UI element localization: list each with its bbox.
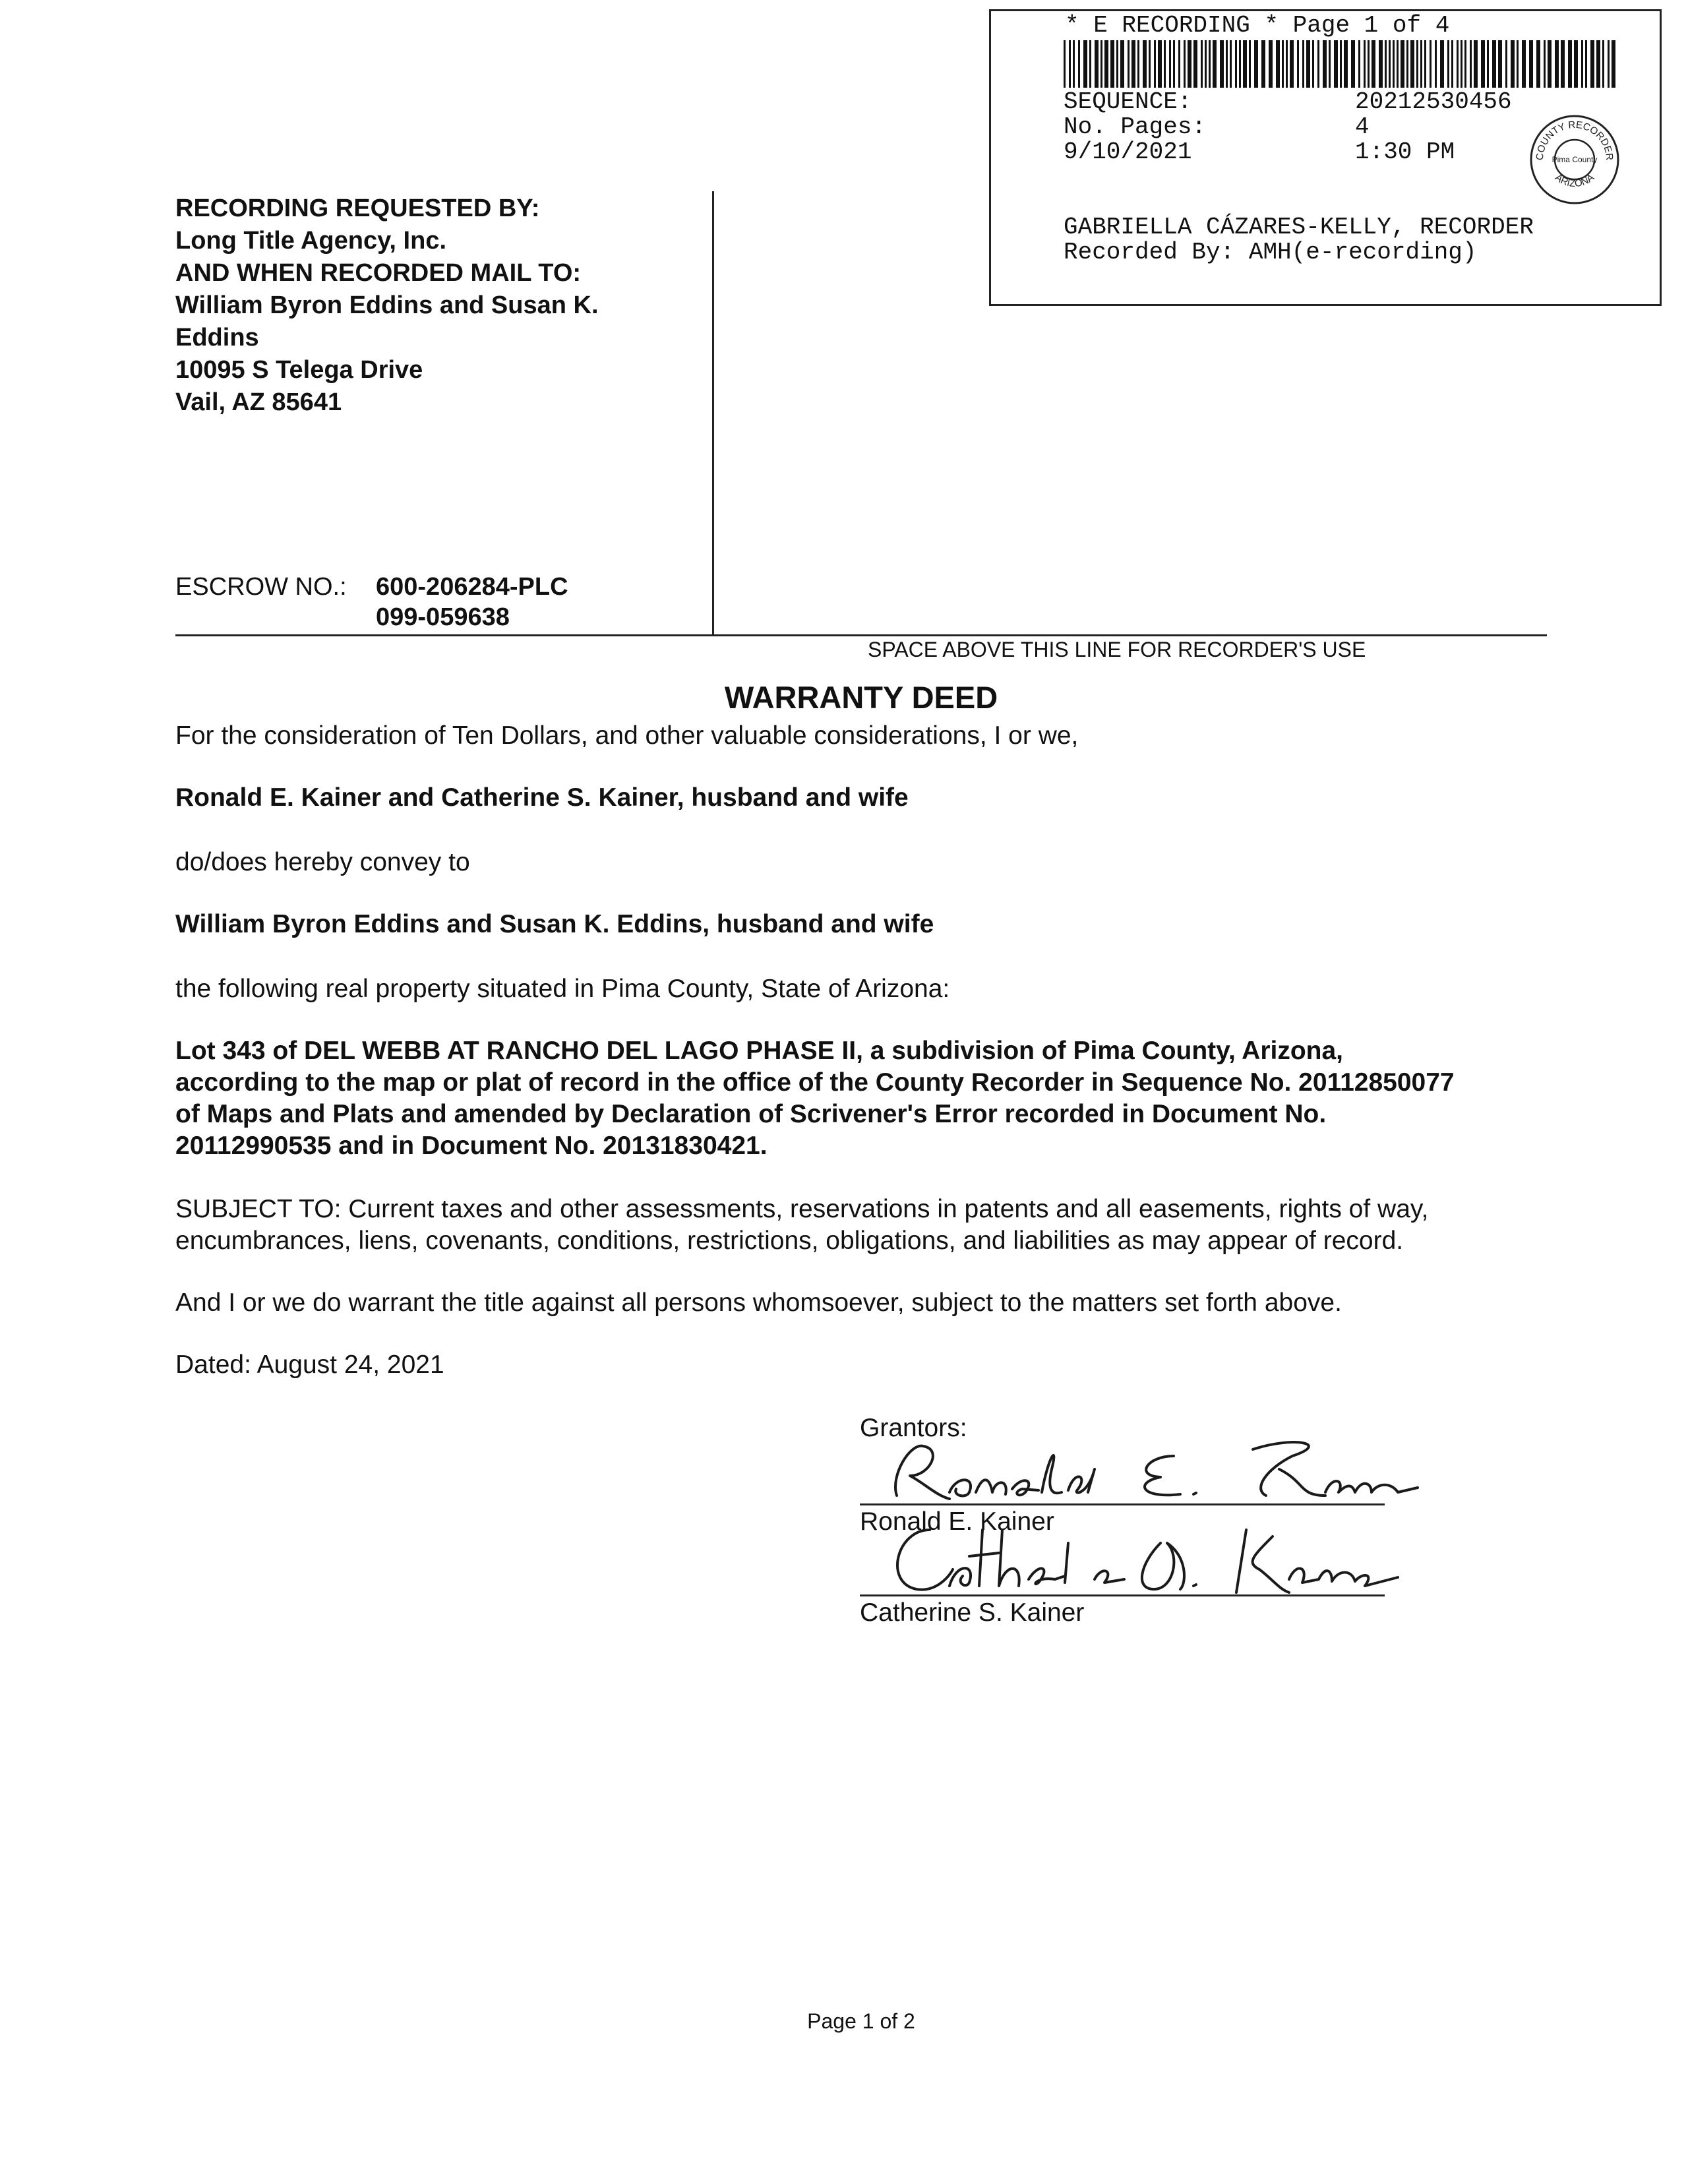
recorder-stamp	[989, 9, 1662, 306]
barcode-bar	[1178, 40, 1180, 88]
recording-time: 1:30 PM	[1355, 138, 1455, 166]
barcode-bar	[1397, 40, 1399, 88]
barcode-bar	[1149, 40, 1151, 88]
property-intro: the following real property situated in Pima County, State of Arizona:	[175, 975, 950, 1003]
barcode-bar	[1447, 40, 1449, 88]
barcode-bar	[1602, 40, 1604, 88]
barcode-bar	[1393, 40, 1395, 88]
barcode-bar	[1568, 40, 1572, 88]
barcode-bar	[1173, 40, 1175, 88]
svg-text:ARIZONA: ARIZONA	[1553, 171, 1596, 190]
barcode-bar	[1269, 40, 1273, 88]
barcode-bar	[1368, 40, 1370, 88]
barcode-bar	[1193, 40, 1197, 88]
signature-line-1	[860, 1503, 1385, 1505]
page-number: Page 1 of 2	[807, 2009, 915, 2033]
barcode-bar	[1069, 40, 1071, 88]
mail-to-label: AND WHEN RECORDED MAIL TO:	[175, 259, 582, 287]
barcode-bar	[1297, 40, 1299, 88]
barcode-bar	[1470, 40, 1472, 88]
recording-date: 9/10/2021	[1064, 138, 1192, 166]
barcode-bar	[1078, 40, 1080, 88]
barcode-bar	[1213, 40, 1217, 88]
barcode-bar	[1317, 40, 1319, 88]
barcode-bar	[1235, 40, 1237, 88]
barcode-bar	[1209, 40, 1211, 88]
barcode-bar	[1529, 40, 1533, 88]
barcode-bar	[1104, 40, 1108, 88]
document-title: WARRANTY DEED	[724, 680, 998, 715]
barcode-bar	[1188, 40, 1191, 88]
barcode-bar	[1100, 40, 1102, 88]
barcode-bar	[1344, 40, 1348, 88]
svg-text:COUNTY RECORDER: COUNTY RECORDER	[1534, 119, 1615, 161]
barcode-bar	[1143, 40, 1147, 88]
barcode-bar	[1505, 40, 1507, 88]
barcode-bar	[1451, 40, 1453, 88]
escrow-label: ESCROW NO.:	[175, 573, 347, 601]
barcode-bar	[1154, 40, 1156, 88]
barcode-bar	[1522, 40, 1526, 88]
barcode-bar	[1340, 40, 1342, 88]
escrow-number-1: 600-206284-PLC	[376, 573, 568, 601]
warranty-statement: And I or we do warrant the title against all persons whomsoever, subject to the matters set forth above.	[175, 1289, 1342, 1317]
convey-text: do/does hereby convey to	[175, 848, 470, 876]
barcode-bar	[1226, 40, 1228, 88]
barcode-bar	[1364, 40, 1366, 88]
legal-description-line3: of Maps and Plats and amended by Declaration of Scrivener's Error recorded in Document No.	[175, 1100, 1327, 1128]
barcode-bar	[1481, 40, 1485, 88]
barcode-bar	[1312, 40, 1314, 88]
barcode-bar	[1169, 40, 1171, 88]
barcode-bar	[1389, 40, 1391, 88]
barcode-bar	[1164, 40, 1166, 88]
signature-catherine-kainer	[877, 1517, 1418, 1602]
pages-value: 4	[1355, 113, 1370, 140]
barcode-bar	[1205, 40, 1207, 88]
recording-requested-label: RECORDING REQUESTED BY:	[175, 195, 540, 222]
barcode-bar	[1137, 40, 1139, 88]
barcode-bar	[1286, 40, 1288, 88]
barcode-bar	[1372, 40, 1375, 88]
requested-by-name: Long Title Agency, Inc.	[175, 227, 447, 255]
barcode-bar	[1110, 40, 1114, 88]
barcode-bar	[1128, 40, 1130, 88]
barcode-bar	[1358, 40, 1360, 88]
grantors-names: Ronald E. Kainer and Catherine S. Kainer, husband and wife	[175, 783, 909, 812]
barcode-bar	[1239, 40, 1241, 88]
dated-line: Dated: August 24, 2021	[175, 1350, 444, 1379]
barcode-bar	[1282, 40, 1284, 88]
space-above-note: SPACE ABOVE THIS LINE FOR RECORDER'S USE	[868, 638, 1366, 661]
barcode-bar	[1131, 40, 1135, 88]
barcode-bar	[1351, 40, 1355, 88]
barcode-bar	[1379, 40, 1383, 88]
barcode-bar	[1511, 40, 1515, 88]
barcode-bar	[1612, 40, 1615, 88]
barcode-bar	[1073, 40, 1075, 88]
barcode-bar	[1329, 40, 1331, 88]
barcode-bar	[1064, 40, 1066, 88]
signature-ronald-kainer	[870, 1430, 1424, 1509]
barcode-bar	[1220, 40, 1224, 88]
barcode-bar	[1492, 40, 1496, 88]
barcode-bar	[1243, 40, 1247, 88]
legal-description-line1: Lot 343 of DEL WEBB AT RANCHO DEL LAGO PHASE II, a subdivision of Pima County, Arizona,	[175, 1037, 1344, 1065]
barcode-bar	[1536, 40, 1540, 88]
barcode-bar	[1401, 40, 1404, 88]
barcode-bar	[1608, 40, 1610, 88]
barcode-bar	[1435, 40, 1437, 88]
barcode-bar	[1544, 40, 1546, 88]
barcode-bar	[1184, 40, 1186, 88]
barcode-bar	[1410, 40, 1414, 88]
legal-description-line4: 20112990535 and in Document No. 20131830421.	[175, 1132, 768, 1160]
barcode-bar	[1116, 40, 1118, 88]
recorder-name: GABRIELLA CÁZARES-KELLY, RECORDER	[1064, 214, 1534, 241]
grantees-names: William Byron Eddins and Susan K. Eddins, husband and wife	[175, 910, 934, 938]
sequence-value: 20212530456	[1355, 88, 1512, 115]
barcode-bar	[1334, 40, 1338, 88]
mail-to-city: Vail, AZ 85641	[175, 388, 342, 416]
escrow-number-2: 099-059638	[376, 603, 510, 631]
county-recorder-seal-icon	[1528, 113, 1621, 206]
barcode-bar	[1095, 40, 1099, 88]
header-divider-vertical	[712, 191, 714, 634]
mail-to-street: 10095 S Telega Drive	[175, 356, 423, 384]
barcode-bar	[1290, 40, 1294, 88]
barcode-bar	[1498, 40, 1502, 88]
barcode-bar	[1464, 40, 1466, 88]
barcode-bar	[1158, 40, 1162, 88]
barcode-bar	[1406, 40, 1408, 88]
e-recording-line: * E RECORDING * Page 1 of 4	[1065, 12, 1450, 39]
barcode-bar	[1306, 40, 1310, 88]
barcode-bar	[1487, 40, 1489, 88]
mail-to-name-line1: William Byron Eddins and Susan K.	[175, 291, 599, 319]
sequence-label: SEQUENCE:	[1064, 88, 1192, 115]
svg-text:Pima County: Pima County	[1552, 155, 1598, 164]
barcode-bar	[1517, 40, 1519, 88]
barcode-bar	[1457, 40, 1459, 88]
pages-label: No. Pages:	[1064, 113, 1207, 140]
barcode-bar	[1581, 40, 1583, 88]
barcode-bar	[1201, 40, 1203, 88]
barcode-bar	[1555, 40, 1559, 88]
recorder-space-line	[175, 634, 1547, 636]
barcode-bar	[1590, 40, 1594, 88]
barcode-bar	[1120, 40, 1124, 88]
legal-description-line2: according to the map or plat of record in the office of the County Recorder in Sequence No. 20112850077	[175, 1068, 1455, 1097]
subject-to-line2: encumbrances, liens, covenants, conditions, restrictions, obligations, and liabilities as may appear of record.	[175, 1227, 1404, 1255]
barcode-bar	[1261, 40, 1265, 88]
grantors-label: Grantors:	[860, 1414, 967, 1442]
barcode-bar	[1461, 40, 1462, 88]
subject-to-line1: SUBJECT TO: Current taxes and other assessments, reservations in patents and all easements, rights of way,	[175, 1195, 1429, 1223]
barcode-bar	[1302, 40, 1304, 88]
barcode-bar	[1420, 40, 1422, 88]
barcode-bar	[1089, 40, 1091, 88]
barcode-bar	[1416, 40, 1418, 88]
consideration-text: For the consideration of Ten Dollars, and other valuable considerations, I or we,	[175, 721, 1079, 750]
barcode-bar	[1254, 40, 1258, 88]
barcode	[1064, 40, 1617, 88]
mail-to-name-line2: Eddins	[175, 324, 259, 351]
barcode-bar	[1424, 40, 1426, 88]
barcode-bar	[1561, 40, 1565, 88]
grantor-1-name: Ronald E. Kainer	[860, 1507, 1054, 1536]
barcode-bar	[1323, 40, 1327, 88]
barcode-bar	[1430, 40, 1432, 88]
barcode-bar	[1585, 40, 1587, 88]
grantor-2-name: Catherine S. Kainer	[860, 1598, 1085, 1627]
barcode-bar	[1385, 40, 1387, 88]
recorded-by: Recorded By: AMH(e-recording)	[1064, 239, 1477, 266]
barcode-bar	[1276, 40, 1280, 88]
barcode-bar	[1083, 40, 1087, 88]
barcode-bar	[1230, 40, 1232, 88]
barcode-bar	[1596, 40, 1600, 88]
barcode-bar	[1574, 40, 1578, 88]
barcode-bar	[1249, 40, 1251, 88]
barcode-bar	[1474, 40, 1478, 88]
signature-line-2	[860, 1594, 1385, 1596]
barcode-bar	[1440, 40, 1444, 88]
barcode-bar	[1548, 40, 1552, 88]
